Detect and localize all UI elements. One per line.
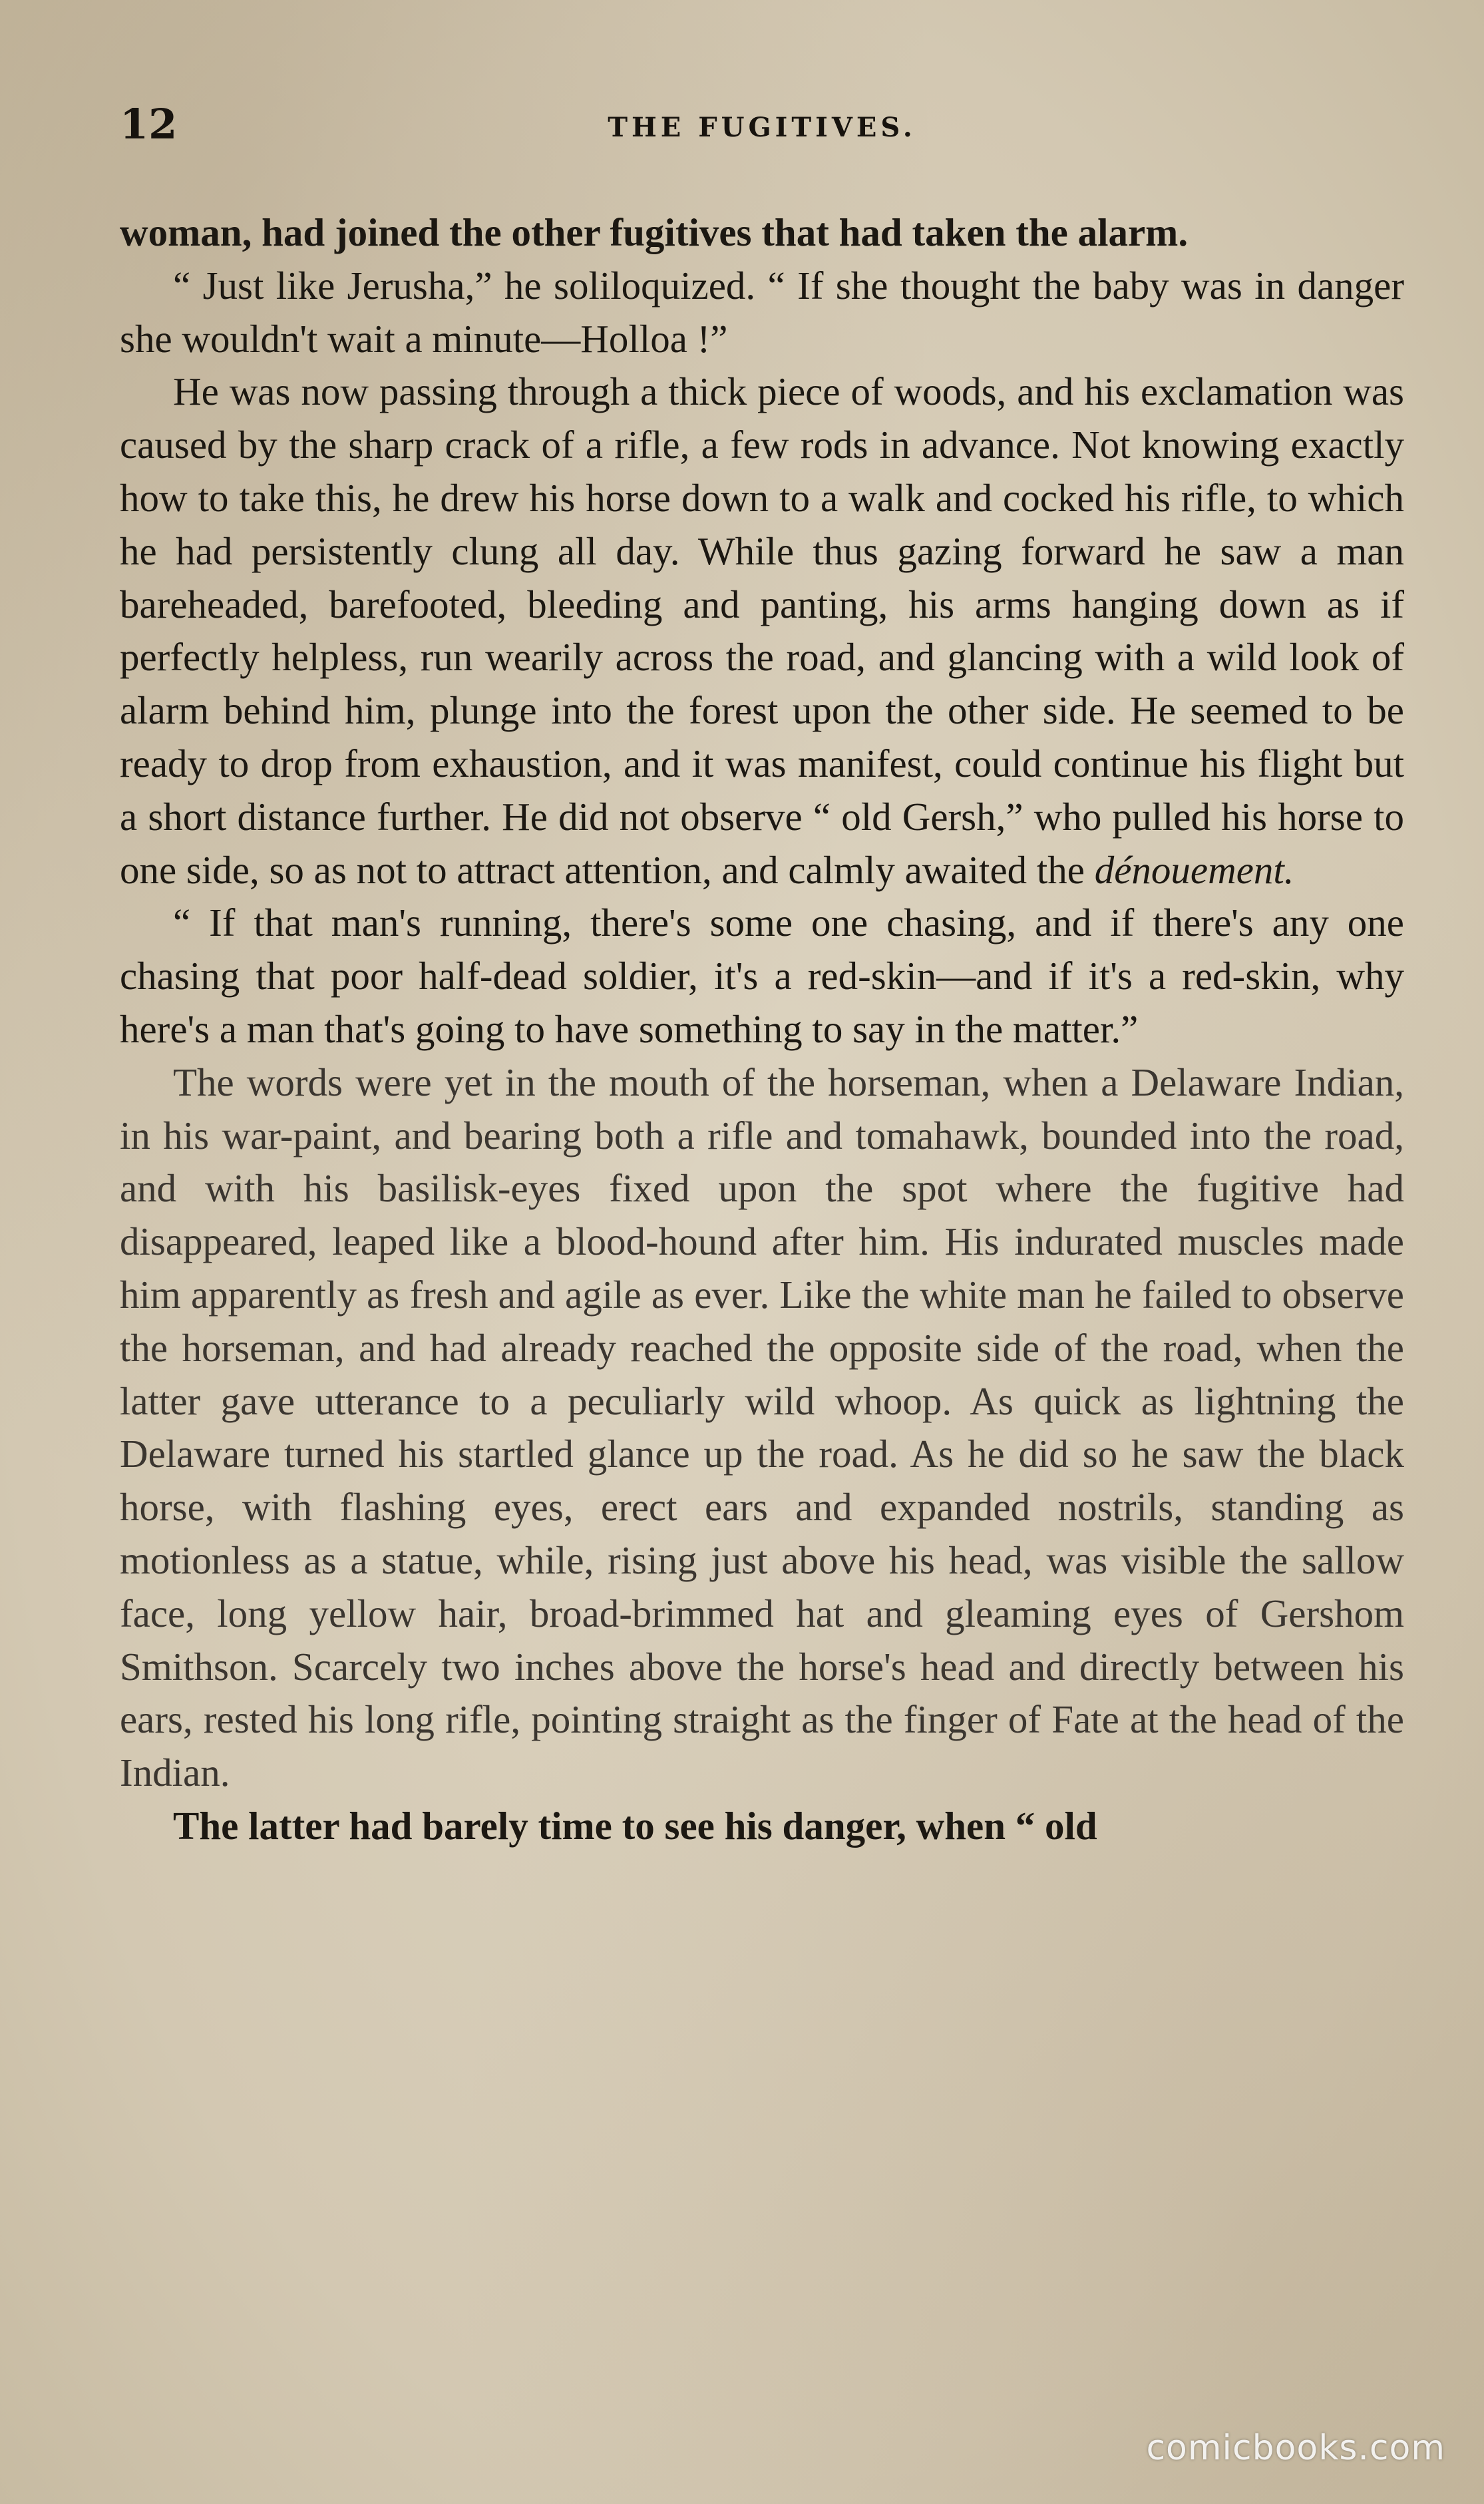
paragraph-5: The words were yet in the mouth of the horseman, when a Delaware Indian, in his war-paint, and bearing both a rifle and tomahawk, bounded into the road, and with his basilisk-eyes fixed upon the spot where the fugitive had disappeared, leaped like a blood-hound after him. His indurated muscles made him apparently as fresh and agile as ever. Like the white man he failed to observe the horseman, and had already reached the opposite side of the road, when the latter gave utterance to a peculiarly wild whoop. As quick as lightning the Delaware turned his startled glance up the road. As he did so he saw the black horse, with flashing eyes, erect ears and expanded nostrils, standing as motionless as a statue, while, rising just above his head, was visible the sallow face, long yellow hair, broad-brimmed hat and gleaming eyes of Gershom Smithson. Scarcely two inches above the horse's head and directly between his ears, rested his long rifle, pointing straight as the finger of Fate at the head of the Indian.	[120, 1060, 1404, 1795]
page-header	[120, 100, 1404, 160]
page-body	[120, 206, 1404, 1853]
paragraph-2: “ Just like Jerusha,” he soliloquized. “ If she thought the baby was in danger she wouldn't wait a minute—Holloa !”	[120, 263, 1404, 361]
paragraph-4: “ If that man's running, there's some one chasing, and if there's any one chasing that poor half-dead soldier, it's a red-skin—and if it's a red-skin, why here's a man that's going to have something to say in the matter.”	[120, 901, 1404, 1051]
paragraph-1: woman, had joined the other fugitives that had taken the alarm.	[120, 210, 1189, 254]
page-number: 12	[120, 100, 178, 148]
paragraph-3-text: He was now passing through a thick piece of woods, and his exclamation was caused by the sharp crack of a rifle, a few rods in advance. Not knowing exactly how to take this, he drew his horse down to a walk and cocked his rifle, to which he had persistently clung all day. While thus gazing forward he saw a man bareheaded, barefooted, bleeding and panting, his arms hanging down as if perfectly helpless, run wearily across the road, and glancing with a wild look of alarm behind him, plunge into the forest upon the other side. He seemed to be ready to drop from exhaustion, and it was manifest, could continue his flight but a short distance further. He did not observe “ old Gersh,” who pulled his horse to one side, so as not to attract attention, and calmly awaited the	[120, 369, 1404, 892]
running-title: THE FUGITIVES.	[608, 112, 916, 143]
paragraph-3-italic-word: dénouement.	[1094, 847, 1294, 892]
site-watermark: comicbooks.com	[1146, 2428, 1445, 2468]
paragraph-6: The latter had barely time to see his danger, when “ old	[173, 1803, 1097, 1848]
paragraph-3	[120, 365, 1404, 897]
